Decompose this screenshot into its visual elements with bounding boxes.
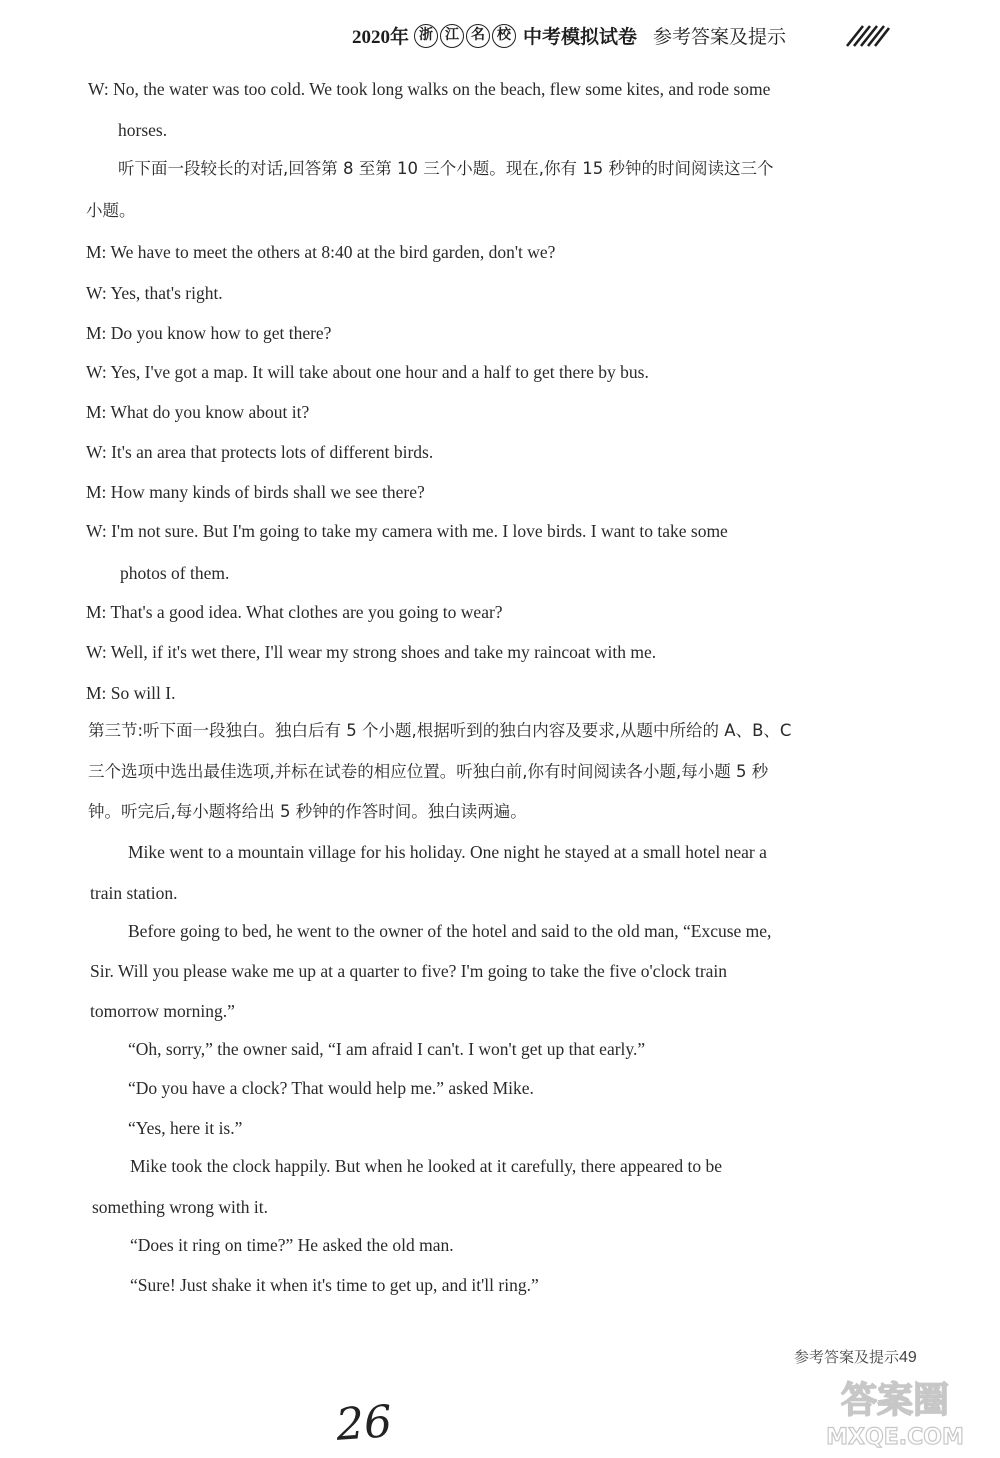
text-line: M: That's a good idea. What clothes are you going to wear?	[86, 602, 503, 622]
header-circled-char: 校	[492, 24, 516, 48]
text-line: W: Yes, that's right.	[86, 283, 223, 303]
header-circled-char: 江	[440, 24, 464, 48]
header-year: 2020年	[352, 27, 410, 48]
text-line: M: So will I.	[86, 683, 176, 703]
text-line: something wrong with it.	[92, 1197, 268, 1217]
text-line: M: What do you know about it?	[86, 402, 310, 422]
watermark-url: MXQE.COM	[826, 1425, 964, 1450]
text-line: 钟。听完后,每小题将给出 5 秒钟的作答时间。独白读两遍。	[88, 802, 527, 821]
text-line: Before going to bed, he went to the owner of the hotel and said to the old man, “Excuse me,	[128, 921, 772, 941]
text-line: M: How many kinds of birds shall we see there?	[86, 482, 425, 502]
text-line: W: Well, if it's wet there, I'll wear my strong shoes and take my raincoat with me.	[86, 642, 657, 662]
text-line: “Does it ring on time?” He asked the old man.	[130, 1235, 454, 1255]
text-line: W: No, the water was too cold. We took long walks on the beach, flew some kites, and rode some	[88, 79, 771, 99]
text-line: Mike went to a mountain village for his holiday. One night he stayed at a small hotel near a	[128, 842, 767, 862]
header-subtitle: 中考模拟试卷	[523, 27, 638, 48]
text-line: horses.	[118, 120, 168, 140]
text-line: “Sure! Just shake it when it's time to get up, and it'll ring.”	[130, 1275, 539, 1295]
text-line: M: We have to meet the others at 8:40 at the bird garden, don't we?	[86, 242, 556, 262]
header-slashes-icon	[843, 22, 891, 48]
page-footer	[794, 1346, 917, 1367]
text-line: 第三节:听下面一段独白。独白后有 5 个小题,根据听到的独白内容及要求,从题中所给的 A、B、C	[88, 721, 792, 740]
text-line: W: I'm not sure. But I'm going to take my camera with me. I love birds. I want to take some	[86, 521, 728, 541]
text-line: “Oh, sorry,” the owner said, “I am afraid I can't. I won't get up that early.”	[128, 1039, 646, 1059]
handwritten-number: 26	[334, 1396, 394, 1451]
header-circled-char: 名	[466, 24, 490, 48]
text-line: W: Yes, I've got a map. It will take about one hour and a half to get there by bus.	[86, 362, 649, 382]
text-line: Sir. Will you please wake me up at a quarter to five? I'm going to take the five o'clock train	[90, 961, 728, 981]
text-line: “Do you have a clock? That would help me.” asked Mike.	[128, 1078, 534, 1098]
text-line: 听下面一段较长的对话,回答第 8 至第 10 三个小题。现在,你有 15 秒钟的时间阅读这三个	[118, 159, 774, 178]
text-line: “Yes, here it is.”	[128, 1118, 243, 1138]
watermark-title: 答案圈	[840, 1380, 950, 1421]
footer-label: 参考答案及提示	[794, 1350, 900, 1366]
header-circled-char: 浙	[414, 24, 438, 48]
text-line: 小题。	[86, 201, 136, 220]
text-line: tomorrow morning.”	[90, 1001, 235, 1021]
text-line: W: It's an area that protects lots of different birds.	[86, 442, 434, 462]
watermark-logo	[800, 1370, 990, 1450]
text-line: 三个选项中选出最佳选项,并标在试卷的相应位置。听独白前,你有时间阅读各小题,每小题 5 秒	[88, 762, 769, 781]
text-line: M: Do you know how to get there?	[86, 323, 332, 343]
header-answers-label: 参考答案及提示	[653, 27, 787, 48]
text-line: photos of them.	[120, 563, 230, 583]
page-header	[352, 22, 786, 49]
page-number: 49	[899, 1349, 917, 1366]
text-line: Mike took the clock happily. But when he looked at it carefully, there appeared to be	[130, 1156, 723, 1176]
text-line: train station.	[90, 883, 178, 903]
